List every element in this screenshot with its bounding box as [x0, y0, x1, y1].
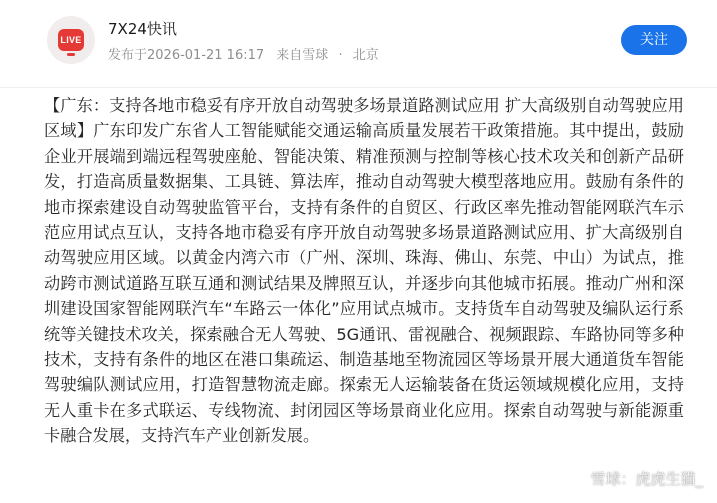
meta-separator: · [338, 48, 343, 63]
watermark [566, 467, 703, 489]
account-name[interactable]: 7X24快讯 [108, 20, 177, 38]
article-text: 【广东：支持各地市稳妥有序开放自动驾驶多场景道路测试应用 扩大高级别自动驾驶应用区域】广东印发广东省人工智能赋能交通运输高质量发展若干政策措施。其中提出，鼓励企业开展端到端远程驾驶座舱、智能决策、精准预测与控制等核心技术攻关和创新产品研发，打造高质量数据集、工具链、算法库，推动自动驾驶大模型落地应用。鼓励有条件的地市探索建设自动驾驶监管平台，支持有条件的自贸区、行政区率先推动智能网联汽车示范应用试点互认，支持各地市稳妥有序开放自动驾驶多场景道路测试应用、扩大高级别自动驾驶应用区域。以黄金内湾六市（广州、深圳、珠海、佛山、东莞、中山）为试点，推动跨市测试道路互联互通和测试结果及牌照互认，并逐步向其他城市拓展。推动广州和深圳建设国家智能网联汽车“车路云一体化”应用试点城市。支持货车自动驾驶及编队运行系统等关键技术攻关，探索融合无人驾驶、5G通讯、雷视融合、视频跟踪、车路协同等多种技术，支持有条件的地区在港口集疏运、制造基地至物流园区等场景开展大通道货车智能驾驶编队测试应用，打造智慧物流走廊。探索无人运输装备在货运领域规模化应用，支持无人重卡在多式联运、专线物流、封闭园区等场景商业化应用。探索自动驾驶与新能源重卡融合发展，支持汽车产业创新发展。 [44, 96, 684, 446]
post-header [0, 0, 717, 88]
live-badge-icon: LIVE [58, 29, 84, 51]
post-meta [108, 44, 379, 63]
watermark-text: 雪球：虎虎生猫_ [590, 469, 703, 488]
article-body [44, 93, 684, 449]
post-source: 来自雪球 [276, 48, 329, 63]
snowball-logo-icon [566, 468, 586, 488]
publish-time: 发布于2026-01-21 16:17 [108, 48, 265, 63]
post-location: 北京 [352, 48, 379, 63]
header-divider [0, 87, 717, 88]
avatar[interactable] [47, 16, 95, 64]
follow-button[interactable]: 关注 [621, 25, 687, 55]
